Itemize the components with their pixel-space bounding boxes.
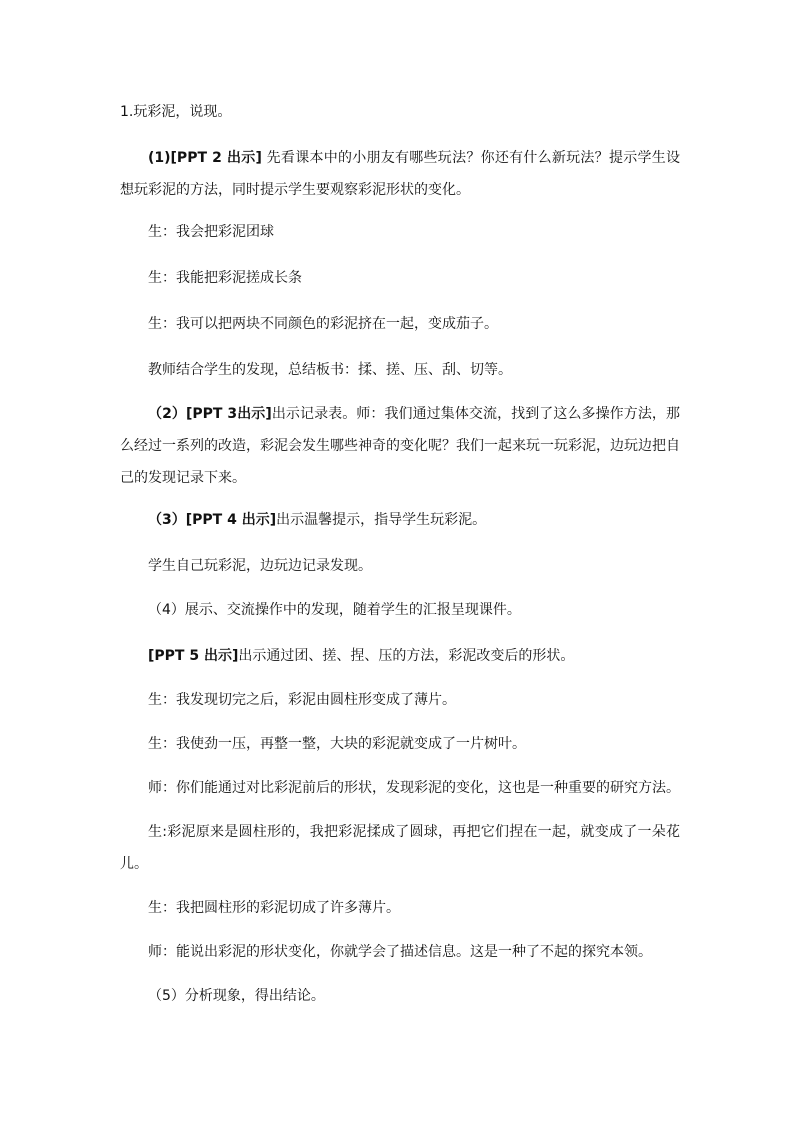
paragraph bbox=[120, 354, 680, 386]
paragraph-step-3 bbox=[120, 504, 680, 536]
paragraph-text: 教师结合学生的发现，总结板书：揉、搓、压、刮、切等。 bbox=[148, 362, 512, 378]
paragraph bbox=[120, 728, 680, 760]
paragraph-step-5 bbox=[120, 980, 680, 1012]
paragraph bbox=[120, 816, 680, 880]
paragraph-step-4 bbox=[120, 594, 680, 626]
paragraph bbox=[120, 550, 680, 582]
paragraph-text: 师：能说出彩泥的形状变化，你就学会了描述信息。这是一种了不起的探究本领。 bbox=[148, 944, 652, 960]
ppt-tag: [PPT 5 出示] bbox=[148, 648, 239, 664]
paragraph-text: 生：我使劲一压，再整一整，大块的彩泥就变成了一片树叶。 bbox=[148, 736, 526, 752]
paragraph-text: 生：我可以把两块不同颜色的彩泥挤在一起，变成茄子。 bbox=[148, 316, 498, 332]
paragraph bbox=[120, 262, 680, 294]
paragraph-text: 出示温馨提示，指导学生玩彩泥。 bbox=[276, 512, 487, 528]
paragraph-text: （4）展示、交流操作中的发现，随着学生的汇报呈现课件。 bbox=[148, 602, 521, 618]
paragraph-text: 师：你们能通过对比彩泥前后的形状，发现彩泥的变化，这也是一种重要的研究方法。 bbox=[148, 780, 680, 796]
paragraph bbox=[120, 216, 680, 248]
paragraph bbox=[120, 936, 680, 968]
paragraph-text: 出示通过团、搓、捏、压的方法，彩泥改变后的形状。 bbox=[238, 648, 575, 664]
paragraph-step-2 bbox=[120, 398, 680, 494]
paragraph bbox=[120, 308, 680, 340]
paragraph-text: 1.玩彩泥，说现。 bbox=[120, 104, 232, 120]
ppt-tag: （3）[PPT 4 出示] bbox=[148, 512, 277, 528]
paragraph bbox=[120, 772, 680, 804]
paragraph-text: 生：我能把彩泥搓成长条 bbox=[148, 270, 302, 286]
paragraph-text: 出示记录表。师：我们通过集体交流，找到了这么多操作方法，那么经过一系列的改造，彩泥会发生哪些神奇的变化呢？我们一起来玩一玩彩泥，边玩边把自己的发现记录下来。 bbox=[120, 406, 680, 486]
ppt-tag: （2）[PPT 3出示] bbox=[148, 406, 272, 422]
paragraph-text: （5）分析现象，得出结论。 bbox=[148, 988, 325, 1004]
section-heading bbox=[120, 96, 680, 128]
paragraph-text: 生：我发现切完之后，彩泥由圆柱形变成了薄片。 bbox=[148, 692, 456, 708]
paragraph-text: 先看课本中的小朋友有哪些玩法？你还有什么新玩法？提示学生设想玩彩泥的方法，同时提示学生要观察彩泥形状的变化。 bbox=[120, 150, 680, 198]
paragraph-step-1 bbox=[120, 142, 680, 206]
paragraph-text: 生：我会把彩泥团球 bbox=[148, 224, 274, 240]
ppt-tag: (1)[PPT 2 出示] bbox=[148, 150, 262, 166]
paragraph bbox=[120, 892, 680, 924]
paragraph bbox=[120, 640, 680, 672]
paragraph-text: 生：我把圆柱形的彩泥切成了许多薄片。 bbox=[148, 900, 400, 916]
paragraph-text: 学生自己玩彩泥，边玩边记录发现。 bbox=[148, 558, 372, 574]
paragraph bbox=[120, 684, 680, 716]
paragraph-text: 生:彩泥原来是圆柱形的，我把彩泥揉成了圆球，再把它们捏在一起，就变成了一朵花儿。 bbox=[120, 824, 680, 872]
